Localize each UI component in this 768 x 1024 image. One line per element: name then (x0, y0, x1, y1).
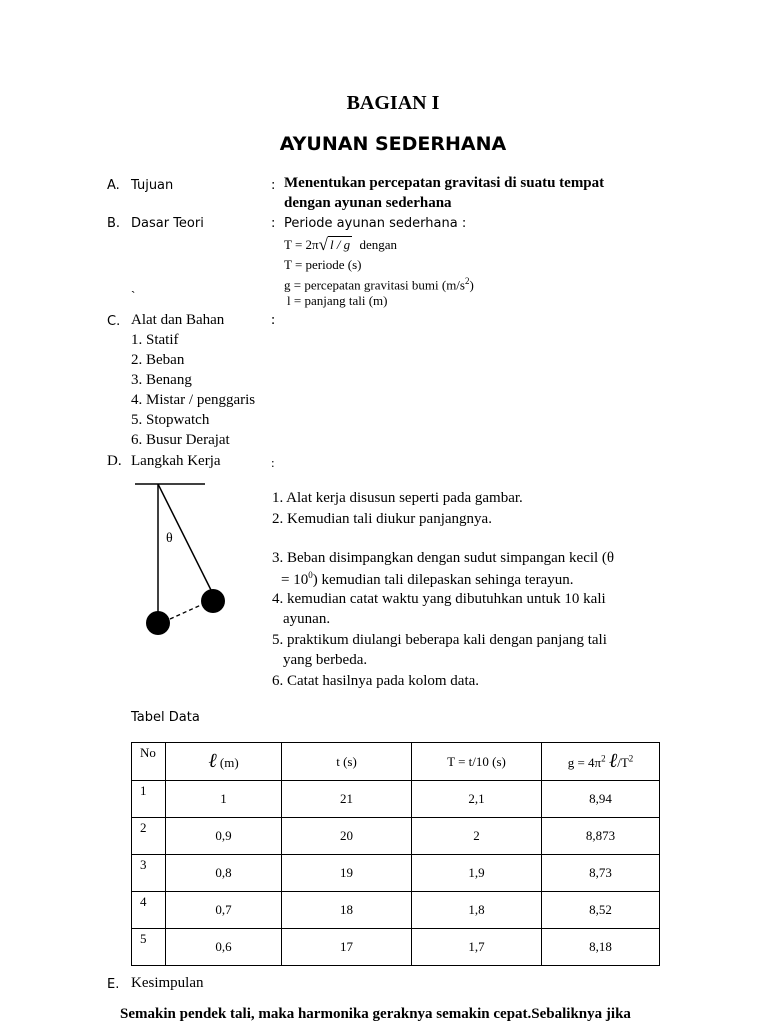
step-2: 2. Kemudian tali diukur panjangnya. (272, 511, 492, 527)
cell-period: 1,7 (412, 929, 542, 966)
section-a-letter: A. (107, 178, 120, 193)
section-e-label: Kesimpulan (131, 975, 204, 991)
def-gravity-sup: 2 (464, 276, 470, 286)
header-gravity-l: ℓ (608, 750, 618, 772)
theta-label: θ (166, 531, 173, 546)
section-d-letter: D. (107, 453, 122, 469)
header-period: T = t/10 (s) (412, 743, 542, 781)
cell-gravity: 8,73 (542, 855, 660, 892)
section-b-colon: : (271, 216, 276, 231)
rest-bob (146, 611, 170, 635)
sqrt-icon: √ (318, 235, 328, 254)
section-b-label: Dasar Teori (131, 216, 204, 231)
cell-gravity: 8,94 (542, 781, 660, 818)
step-6: 6. Catat hasilnya pada kolom data. (272, 673, 480, 689)
cell-time: 18 (282, 892, 412, 929)
section-d-colon: : (271, 455, 275, 470)
section-c-colon: : (271, 312, 276, 328)
cell-time: 20 (282, 818, 412, 855)
cell-gravity: 8,18 (542, 929, 660, 966)
step-3-line-2 (281, 570, 573, 589)
cell-length: 0,6 (166, 929, 282, 966)
header-gravity-pre: g = 4π (567, 755, 602, 770)
cell-gravity: 8,873 (542, 818, 660, 855)
swung-bob (201, 589, 225, 613)
header-gravity-post: /T (617, 755, 629, 770)
table-row (132, 818, 660, 855)
cell-no: 3 (132, 855, 166, 892)
def-period: T = periode (s) (284, 257, 362, 272)
header-gravity-sup: 2 (601, 753, 606, 764)
cell-no: 5 (132, 929, 166, 966)
step-4-line-2: ayunan. (283, 611, 331, 627)
table-row (132, 929, 660, 966)
table-row (132, 781, 660, 818)
cell-length: 1 (166, 781, 282, 818)
formula-lhs: T = 2π (284, 237, 319, 252)
formula-radicand: l / g (329, 237, 351, 252)
page-part-heading: BAGIAN I (346, 92, 440, 114)
def-gravity-text: g = percepatan gravitasi bumi (m/s (284, 277, 465, 293)
section-b-intro: Periode ayunan sederhana : (284, 216, 467, 231)
step-5-line-1: 5. praktikum diulangi beberapa kali dengan panjang tali (272, 632, 607, 648)
stray-mark: ` (131, 288, 136, 303)
step-1: 1. Alat kerja disusun seperti pada gambar. (272, 490, 523, 506)
cell-time: 21 (282, 781, 412, 818)
cell-length: 0,9 (166, 818, 282, 855)
step-3-rest: ) kemudian tali dilepaskan sehinga terayun. (312, 572, 574, 588)
cell-no: 2 (132, 818, 166, 855)
table-row (132, 855, 660, 892)
def-gravity (284, 276, 474, 293)
page-title: AYUNAN SEDERHANA (279, 133, 507, 155)
period-formula (284, 234, 397, 254)
section-c-label: Alat dan Bahan (131, 312, 225, 328)
cell-period: 2,1 (412, 781, 542, 818)
header-gravity-sup2: 2 (628, 753, 634, 764)
header-time: t (s) (282, 743, 412, 781)
table-caption: Tabel Data (131, 710, 200, 725)
header-length-symbol: ℓ (208, 750, 217, 772)
cell-length: 0,7 (166, 892, 282, 929)
section-e-letter: E. (107, 977, 120, 992)
header-no: No (132, 743, 166, 781)
header-gravity (542, 743, 660, 781)
cell-gravity: 8,52 (542, 892, 660, 929)
section-a-line-1: Menentukan percepatan gravitasi di suatu tempat (284, 175, 605, 191)
cell-time: 19 (282, 855, 412, 892)
cell-period: 1,8 (412, 892, 542, 929)
section-b-letter: B. (107, 216, 121, 231)
cell-no: 1 (132, 781, 166, 818)
step-3-eq: = 10 (281, 572, 309, 588)
step-3-line-1: 3. Beban disimpangkan dengan sudut simpangan kecil (θ (272, 550, 615, 566)
section-a-colon: : (271, 178, 276, 193)
list-item: 3. Benang (131, 372, 192, 388)
header-length (166, 743, 282, 781)
list-item: 6. Busur Derajat (131, 432, 230, 448)
header-length-unit: (m) (219, 755, 239, 770)
arc-dash (170, 605, 201, 619)
formula-dengan: dengan (359, 237, 397, 252)
conclusion-text: Semakin pendek tali, maka harmonika geraknya semakin cepat.Sebaliknya jika (120, 1006, 631, 1022)
cell-period: 1,9 (412, 855, 542, 892)
list-item: 5. Stopwatch (131, 412, 210, 428)
table-header-row (132, 743, 660, 781)
step-4-line-1: 4. kemudian catat waktu yang dibutuhkan untuk 10 kali (272, 591, 606, 607)
def-length: l = panjang tali (m) (287, 293, 388, 308)
section-a-label: Tujuan (131, 178, 174, 193)
cell-time: 17 (282, 929, 412, 966)
cell-length: 0,8 (166, 855, 282, 892)
table-row (132, 892, 660, 929)
step-3-degree: 0 (308, 570, 313, 580)
list-item: 1. Statif (131, 332, 179, 348)
cell-no: 4 (132, 892, 166, 929)
cell-period: 2 (412, 818, 542, 855)
pendulum-diagram (130, 480, 260, 640)
step-5-line-2: yang berbeda. (283, 652, 368, 668)
list-item: 4. Mistar / penggaris (131, 392, 256, 408)
section-c-letter: C. (107, 314, 121, 329)
data-table (131, 742, 660, 966)
section-a-line-2: dengan ayunan sederhana (284, 195, 452, 211)
list-item: 2. Beban (131, 352, 185, 368)
def-gravity-close: ) (469, 277, 474, 293)
section-d-label: Langkah Kerja (131, 453, 221, 469)
